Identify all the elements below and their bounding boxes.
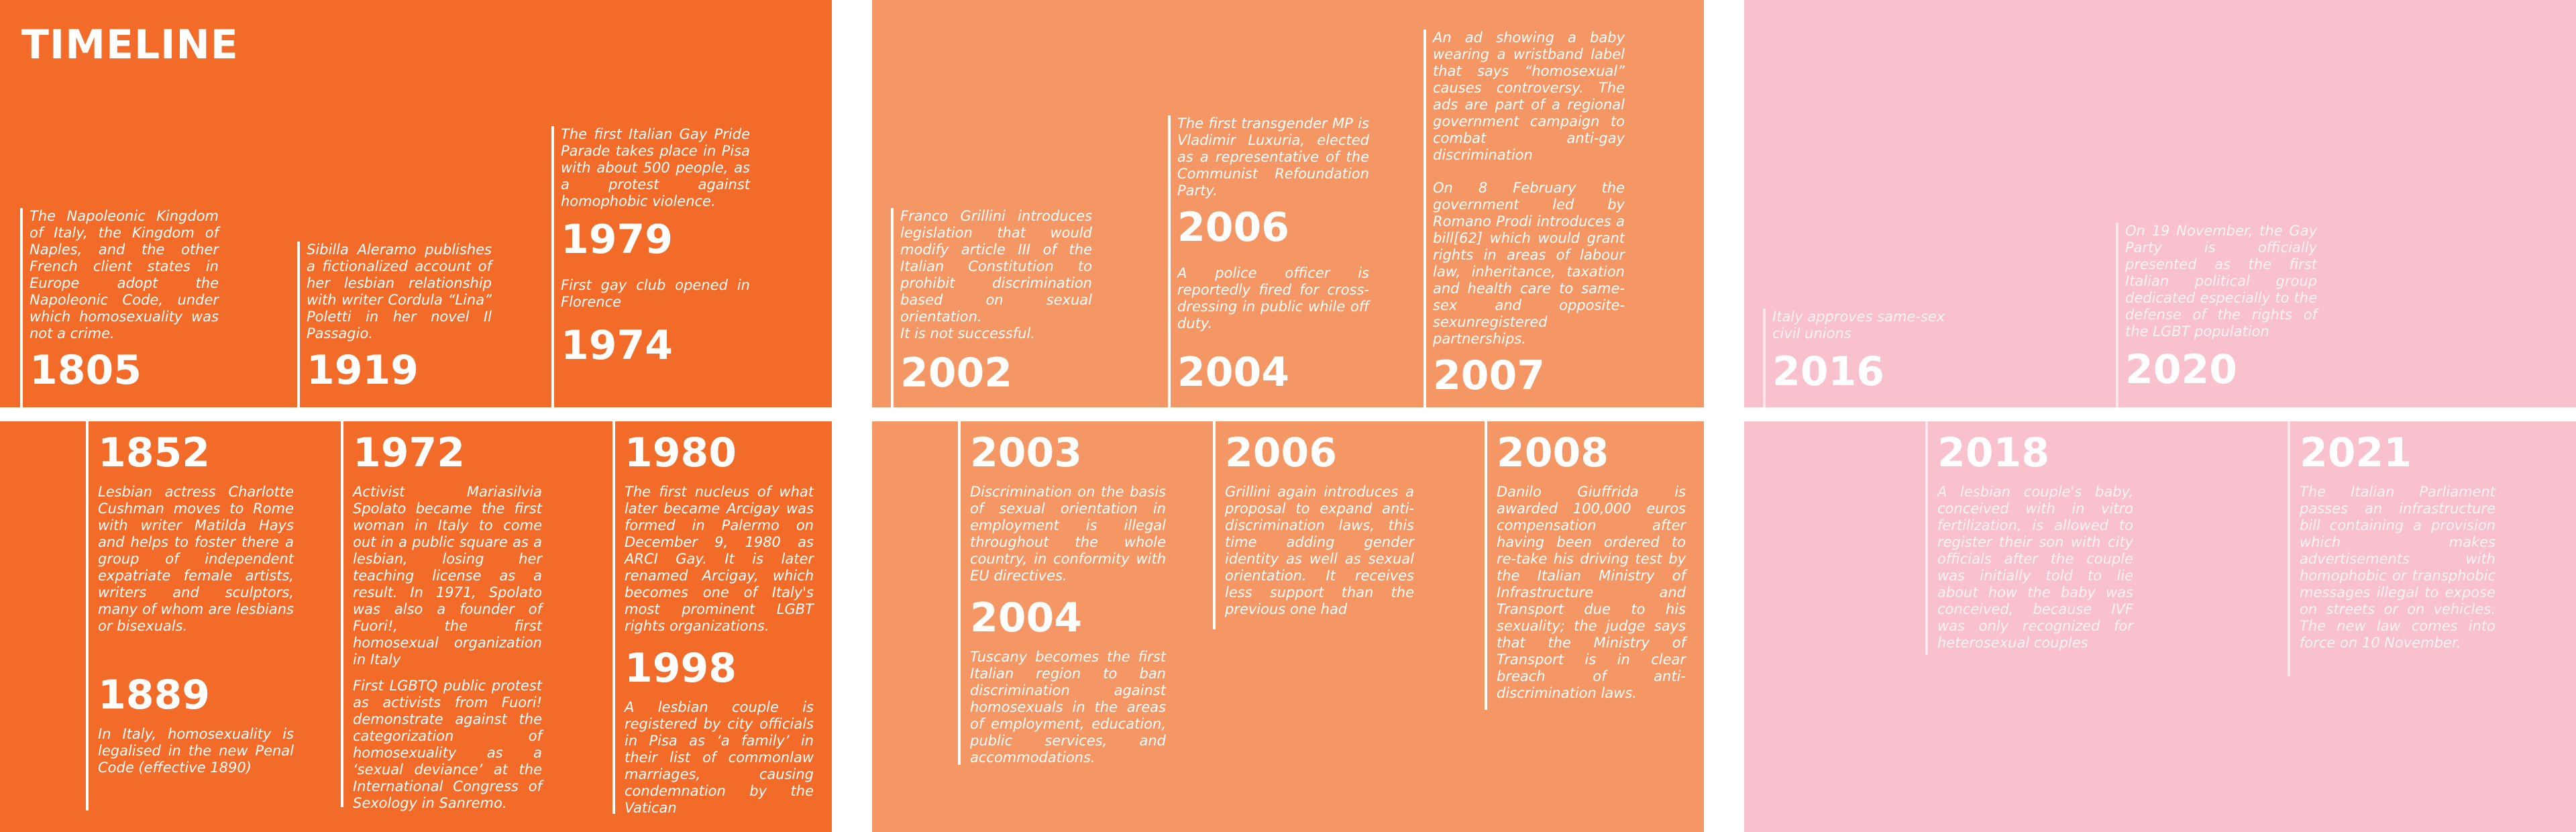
entry-text: Grillini again introduces a proposal to expand anti-discrimination laws, this time adding gender identity as well as sexual orientation. It receives less support than the previous one had xyxy=(1225,484,1414,617)
panel-3-bottom xyxy=(1744,421,2576,832)
timeline-entry-2006-2004 xyxy=(1168,115,1369,407)
panel-3-top xyxy=(1744,0,2576,407)
entry-text: A police officer is reportedly fired for cross-dressing in public while off duty. xyxy=(1177,265,1369,331)
timeline-entry-2002 xyxy=(891,208,1092,407)
timeline-entry-2003-2004 xyxy=(958,421,1166,765)
entry-year: 1805 xyxy=(30,347,142,394)
entry-year: 2021 xyxy=(2300,429,2412,476)
entry-text: On 8 February the government led by Romano Prodi introduces a bill[62] which would grant rights in areas of labour law, inheritance, taxation and health care to same-sex and opposite-sexunregistered partnerships. xyxy=(1433,180,1625,347)
entry-text: An ad showing a baby wearing a wristband label that says “homosexual” causes controversy. The ads are part of a regional government campaign to combat anti-gay discrimination xyxy=(1433,30,1625,163)
page-title: TIMELINE xyxy=(21,21,239,68)
timeline-entry-2021 xyxy=(2288,421,2496,676)
timeline-entry-1852-1889 xyxy=(86,421,294,811)
timeline-entry-2008 xyxy=(1485,421,1686,710)
timeline-entry-2020 xyxy=(2116,223,2317,407)
entry-text: Sibilla Aleramo publishes a fictionalized account of her lesbian relationship with writer Cordula “Lina” Poletti in her novel Il Passagio. xyxy=(307,242,492,342)
timeline-entry-1805 xyxy=(20,208,219,407)
entry-text: Franco Grillini introduces legislation that would modify article III of the Italian Constitution to prohibit discrimination based on sexual orientation. It is not successful. xyxy=(900,208,1092,342)
entry-text: The Italian Parliament passes an infrastructure bill containing a provision which makes advertisements with homophobic or transphobic messages illegal to expose on streets or on vehicles. The new law comes into force on 10 November. xyxy=(2300,484,2496,651)
entry-text: Danilo Giuffrida is awarded 100,000 euros compensation after having been ordered to re-take his driving test by the Italian Ministry of Infrastructure and Transport due to his sexuality; the judge says that the Ministry of Transport is in clear breach of anti-discrimination laws. xyxy=(1497,484,1686,701)
entry-text: The Napoleonic Kingdom of Italy, the Kingdom of Naples, and the other French client states in Europe adopt the Napoleonic Code, under which homosexuality was not a crime. xyxy=(30,208,219,342)
timeline-entry-2006 xyxy=(1213,421,1414,629)
timeline-entry-1980-1998 xyxy=(612,421,814,814)
timeline-entry-1979-1974 xyxy=(551,126,750,407)
entry-year: 2020 xyxy=(2125,346,2237,393)
entry-year: 2008 xyxy=(1497,429,1609,476)
panel-2-top xyxy=(872,0,1704,407)
entry-text: Tuscany becomes the first Italian region to ban discrimination against homosexuals in the areas of employment, education, public services, and accommodations. xyxy=(970,649,1166,766)
entry-year: 2018 xyxy=(1937,429,2049,476)
panel-1-bottom xyxy=(0,421,832,832)
entry-year: 2007 xyxy=(1433,352,1545,399)
entry-year: 1998 xyxy=(625,645,737,692)
entry-year: 1852 xyxy=(98,429,210,476)
entry-text: A lesbian couple is registered by city officials in Pisa as ‘a family’ in their list of commonlaw marriages, causing condemnation by the Vatican xyxy=(625,699,814,816)
timeline-entry-1919 xyxy=(297,242,492,407)
panel-2-bottom xyxy=(872,421,1704,832)
entry-year: 2002 xyxy=(900,350,1012,397)
entry-year: 1972 xyxy=(353,429,465,476)
entry-year: 2006 xyxy=(1225,429,1337,476)
entry-text: Discrimination on the basis of sexual orientation in employment is illegal throughout the whole country, in conformity with EU directives. xyxy=(970,484,1166,584)
entry-year: 1979 xyxy=(561,216,673,263)
entry-text: Activist Mariasilvia Spolato became the first woman in Italy to come out in a public square as a lesbian, losing her teaching license as a result. In 1971, Spolato was also a founder of Fuori!, the first homosexual organization in Italy xyxy=(353,484,542,668)
entry-text: The first transgender MP is Vladimir Luxuria, elected as a representative of the Communist Refoundation Party. xyxy=(1177,115,1369,199)
entry-year: 2006 xyxy=(1177,204,1289,251)
entry-text: In Italy, homosexuality is legalised in the new Penal Code (effective 1890) xyxy=(98,726,294,776)
entry-year: 1980 xyxy=(625,429,737,476)
entry-year: 1974 xyxy=(561,322,673,369)
entry-year: 1919 xyxy=(307,347,419,394)
entry-year: 2016 xyxy=(1772,348,1884,395)
entry-text: Italy approves same-sex civil unions xyxy=(1772,309,1945,342)
panel-1-top xyxy=(0,0,832,407)
entry-year: 1889 xyxy=(98,672,210,719)
entry-year: 2003 xyxy=(970,429,1082,476)
entry-text: Lesbian actress Charlotte Cushman moves to Rome with writer Matilda Hays and helps to foster there a group of independent expatriate female artists, writers and sculptors, many of whom are lesbians or bisexuals. xyxy=(98,484,294,634)
timeline-entry-1972 xyxy=(341,421,542,811)
timeline-entry-2018 xyxy=(1925,421,2133,655)
entry-text: First gay club opened in Florence xyxy=(561,277,750,310)
timeline-entry-2007 xyxy=(1424,30,1625,407)
entry-text: The first Italian Gay Pride Parade takes place in Pisa with about 500 people, as a protest against homophobic violence. xyxy=(561,126,750,209)
entry-text: A lesbian couple's baby, conceived with in vitro fertilization, is allowed to register their son with city officials after the couple was initially told to lie about how the baby was conceived, because IVF was only recognized for heterosexual couples xyxy=(1937,484,2133,651)
entry-text: On 19 November, the Gay Party is officially presented as the first Italian political group dedicated especially to the defense of the rights of the LGBT population xyxy=(2125,223,2317,340)
entry-year: 2004 xyxy=(970,594,1082,641)
entry-year: 2004 xyxy=(1177,349,1289,396)
entry-text: First LGBTQ public protest as activists from Fuori! demonstrate against the categorization of homosexuality as a ‘sexual deviance’ at the International Congress of Sexology in Sanremo. xyxy=(353,678,542,811)
timeline-entry-2016 xyxy=(1763,309,1964,407)
entry-text: The first nucleus of what later became Arcigay was formed in Palermo on December 9, 1980 as ARCI Gay. It is later renamed Arcigay, which becomes one of Italy's most prominent LGBT rights organizations. xyxy=(625,484,814,634)
